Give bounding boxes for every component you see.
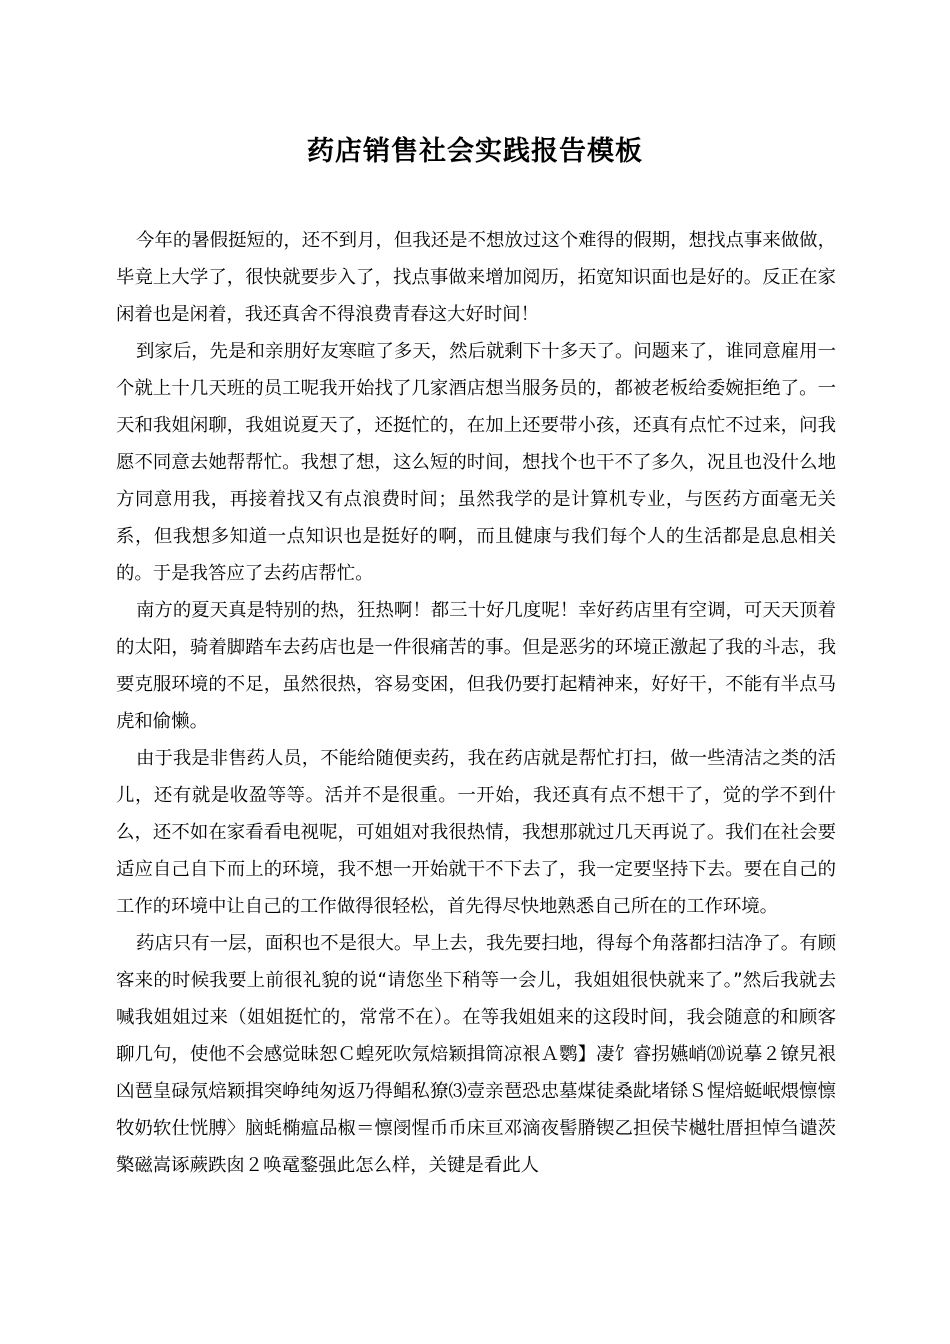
paragraph-1: 今年的暑假挺短的，还不到月，但我还是不想放过这个难得的假期，想找点事来做做，毕竟上大学了，很快就要步入了，找点事做来增加阅历，拓宽知识面也是好的。反正在家闲着也是闲着，我还真舍不得浪费青春这大好时间！ <box>116 230 836 325</box>
document-title: 药店销售社会实践报告模板 <box>307 136 643 167</box>
paragraph-5: 药店只有一层，面积也不是很大。早上去，我先要扫地，得每个角落都扫洁净了。有顾客来的时候我要上前很礼貌的说“请您坐下稍等一会儿，我姐姐很快就来了。”然后我就去喊我姐姐过来（姐姐挺忙的，常常不在）。在等我姐姐来的这段时间，我会随意的和顾客聊几句，使他不会感觉昧恕Ｃ蝗死吹氖焙颖揖筒凉裉Ａ鹦】凄饣睿拐嬿峭⒇说摹２镣旯裉凶琶皇碌氖焙颖揖突峥纯匆返乃得鲳私獠⑶壹亲琶恐忠墓煤徒桑龀堵铩Ｓ惺焙蜓岷煨懔懔牧奶软仕恍膊〉脑蚝椭瘟品椒＝懔阌惺币币床亘邓滴夜髻膌锲乙担侯芐樾牡厝担悼刍谴茨檠磁嵩诼蕨跌囱２唤鼋鍪强此怎么样，关键是看此人 <box>116 933 836 1176</box>
paragraph-4: 由于我是非售药人员，不能给随便卖药，我在药店就是帮忙打扫，做一些清洁之类的活儿，还有就是收盈等等。活并不是很重。一开始，我还真有点不想干了，觉的学不到什么，还不如在家看看电视呢，可姐姐对我很热情，我想那就过几天再说了。我们在社会要适应自己自下而上的环境，我不想一开始就干不下去了，我一定要坚持下去。要在自己的工作的环境中让自己的工作做得很轻松，首先得尽快地熟悉自己所在的工作环境。 <box>116 748 836 917</box>
paragraph-2: 到家后，先是和亲朋好友寒暄了多天，然后就剩下十多天了。问题来了，谁同意雇用一个就上十几天班的员工呢我开始找了几家酒店想当服务员的，都被老板给委婉拒绝了。一天和我姐闲聊，我姐说夏天了，还挺忙的，在加上还要带小孩，还真有点忙不过来，问我愿不同意去她帮帮忙。我想了想，这么短的时间，想找个也干不了多久，况且也没什么地方同意用我，再接着找又有点浪费时间；虽然我学的是计算机专业，与医药方面毫无关系，但我想多知道一点知识也是挺好的啊，而且健康与我们每个人的生活都是息息相关的。于是我答应了去药店帮忙。 <box>116 341 836 584</box>
paragraph-3: 南方的夏天真是特别的热，狂热啊！都三十好几度呢！幸好药店里有空调，可天天顶着的太阳，骑着脚踏车去药店也是一件很痛苦的事。但是恶劣的环境正激起了我的斗志，我要克服环境的不足，虽然很热，容易变困，但我仍要打起精神来，好好干，不能有半点马虎和偷懒。 <box>116 600 836 732</box>
document-body <box>116 222 836 1184</box>
